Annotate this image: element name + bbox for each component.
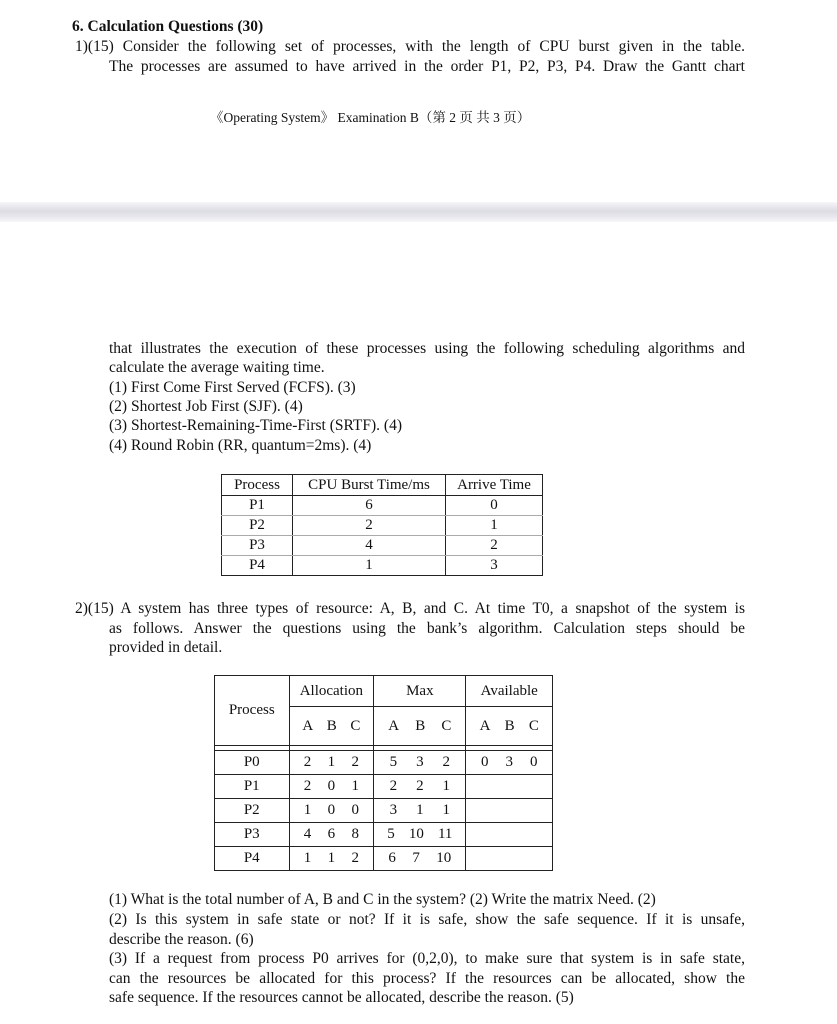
q1-item-srtf: (3) Shortest-Remaining-Time-First (SRTF). (4) xyxy=(109,417,402,434)
cell-available xyxy=(466,775,553,799)
table-row xyxy=(222,536,543,556)
table-row xyxy=(222,496,543,516)
q2-question-3-cont2: safe sequence. If the resources cannot be allocated, describe the reason. (5) xyxy=(109,989,574,1006)
q1-item-fcfs: (1) First Come First Served (FCFS). (3) xyxy=(109,379,356,396)
q2-line3: provided in detail. xyxy=(109,639,223,656)
cell-process: P3 xyxy=(222,536,293,556)
cell-burst: 2 xyxy=(293,516,446,536)
col-header-arrive: Arrive Time xyxy=(446,475,543,496)
cell-arrive: 0 xyxy=(446,496,543,516)
q2-question-3-cont1: can the resources be allocated for this process? If the resources can be allocated, show the xyxy=(109,970,745,987)
available-subheaders: A B C xyxy=(466,707,553,746)
q2-question-2-cont: describe the reason. (6) xyxy=(109,931,254,948)
q2-line2: as follows. Answer the questions using the bank’s algorithm. Calculation steps should be xyxy=(109,620,745,637)
q2-question-3: (3) If a request from process P0 arrives for (0,2,0), to make sure that system is in safe state, xyxy=(109,950,745,967)
cell-arrive: 2 xyxy=(446,536,543,556)
cell-available: 0 3 0 xyxy=(466,751,553,775)
cell-process: P0 xyxy=(215,751,290,775)
process-burst-table xyxy=(221,474,543,576)
table-row xyxy=(215,775,553,799)
cell-process: P1 xyxy=(222,496,293,516)
cell-burst: 4 xyxy=(293,536,446,556)
cell-available xyxy=(466,847,553,871)
col-header-process: Process xyxy=(215,676,290,746)
cell-allocation: 1 1 2 xyxy=(289,847,374,871)
cell-max: 3 1 1 xyxy=(374,799,466,823)
table-row xyxy=(215,799,553,823)
table-row xyxy=(222,556,543,576)
table-group-header-row xyxy=(215,676,553,707)
section-heading: 6. Calculation Questions (30) xyxy=(72,18,264,35)
table-row xyxy=(215,823,553,847)
cell-process: P2 xyxy=(215,799,290,823)
col-header-available: Available xyxy=(466,676,553,707)
cell-allocation: 2 1 2 xyxy=(289,751,374,775)
cell-allocation: 4 6 8 xyxy=(289,823,374,847)
cell-max: 5 3 2 xyxy=(374,751,466,775)
col-header-allocation: Allocation xyxy=(289,676,374,707)
cell-max: 5 10 11 xyxy=(374,823,466,847)
cell-available xyxy=(466,823,553,847)
q1-item-rr: (4) Round Robin (RR, quantum=2ms). (4) xyxy=(109,437,372,454)
table-row xyxy=(222,516,543,536)
cell-available xyxy=(466,799,553,823)
col-header-burst: CPU Burst Time/ms xyxy=(293,475,446,496)
cell-max: 6 7 10 xyxy=(374,847,466,871)
q1-intro-line2: The processes are assumed to have arrived in the order P1, P2, P3, P4. Draw the Gantt chart xyxy=(109,58,745,75)
cell-process: P4 xyxy=(222,556,293,576)
table-row xyxy=(215,847,553,871)
cell-arrive: 1 xyxy=(446,516,543,536)
q1-item-sjf: (2) Shortest Job First (SJF). (4) xyxy=(109,398,303,415)
max-subheaders: A B C xyxy=(374,707,466,746)
col-header-max: Max xyxy=(374,676,466,707)
bankers-snapshot-table xyxy=(214,675,553,871)
cell-process: P3 xyxy=(215,823,290,847)
col-header-process: Process xyxy=(222,475,293,496)
allocation-subheaders: A B C xyxy=(289,707,374,746)
cell-allocation: 2 0 1 xyxy=(289,775,374,799)
q1-cont-line1: that illustrates the execution of these processes using the following scheduling algorithms and xyxy=(109,340,745,357)
cell-process: P2 xyxy=(222,516,293,536)
page-break-divider xyxy=(0,202,837,222)
cell-process: P1 xyxy=(215,775,290,799)
q2-question-2: (2) Is this system in safe state or not? If it is safe, show the safe sequence. If it is unsafe, xyxy=(109,911,745,928)
q1-cont-line2: calculate the average waiting time. xyxy=(109,359,325,376)
table-row xyxy=(215,751,553,775)
q2-line1: 2)(15) A system has three types of resource: A, B, and C. At time T0, a snapshot of the system is xyxy=(75,600,745,617)
q1-intro-line1: 1)(15) Consider the following set of processes, with the length of CPU burst given in the table. xyxy=(75,38,745,55)
q2-question-1: (1) What is the total number of A, B and C in the system? (2) Write the matrix Need. (2) xyxy=(109,891,656,908)
cell-burst: 6 xyxy=(293,496,446,516)
cell-allocation: 1 0 0 xyxy=(289,799,374,823)
cell-arrive: 3 xyxy=(446,556,543,576)
cell-max: 2 2 1 xyxy=(374,775,466,799)
table-header-row xyxy=(222,475,543,496)
cell-burst: 1 xyxy=(293,556,446,576)
page-footer: 《Operating System》 Examination B（第 2 页 共 3 页） xyxy=(210,110,531,125)
cell-process: P4 xyxy=(215,847,290,871)
